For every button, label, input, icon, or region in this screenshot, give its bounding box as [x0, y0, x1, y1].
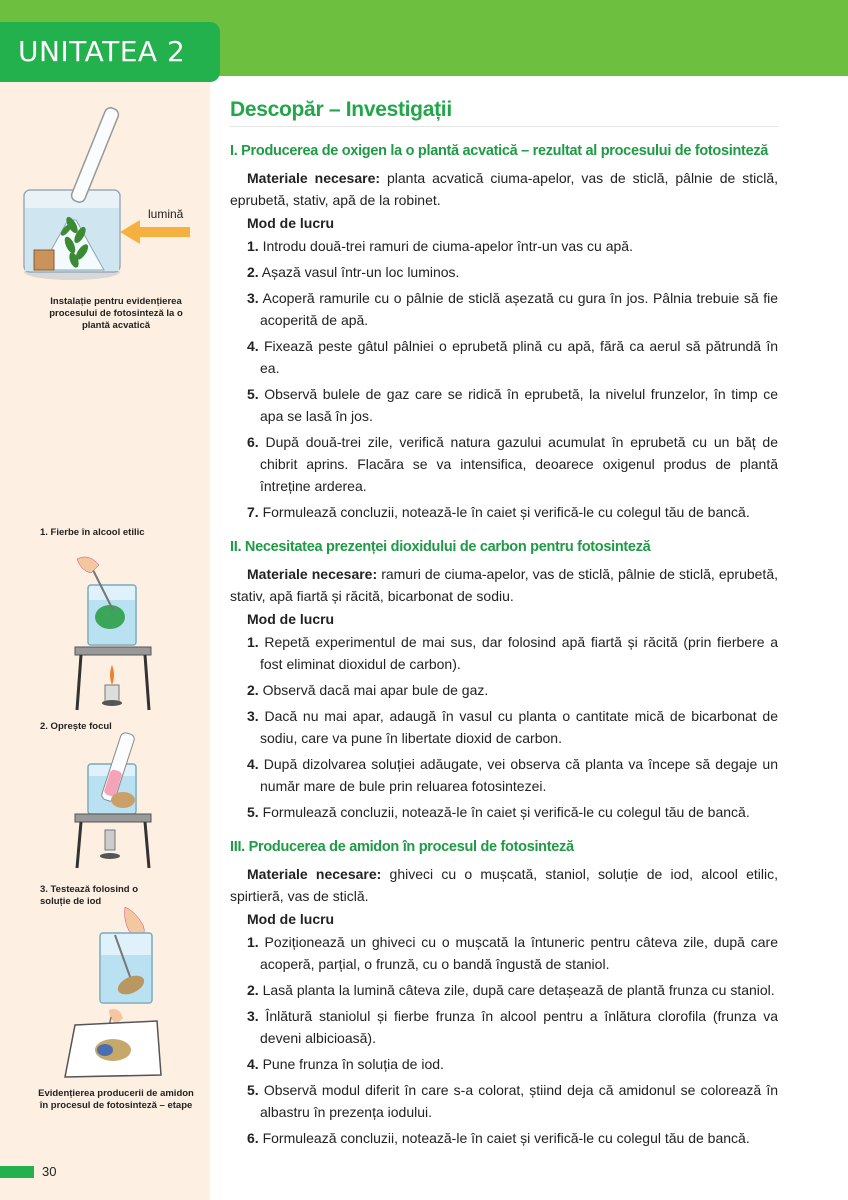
- list-item: [247, 1005, 778, 1049]
- page-number: 30: [42, 1164, 57, 1179]
- step-text: Fixează peste gâtul pâlniei o eprubetă plină cu apă, fără ca aerul să pătrundă în ea.: [258, 338, 778, 376]
- list-item: [247, 705, 778, 749]
- figure-caption-apparatus: Instalație pentru evidențierea procesului de fotosinteză la o plantă acvatică: [49, 296, 183, 331]
- step-text: După dizolvarea soluției adăugate, vei observa că planta va începe să degaje un număr mare de bule prin reluarea fotosintezei.: [258, 756, 778, 794]
- part3-steps: [230, 931, 778, 1149]
- step-text: Pune frunza în soluția de iod.: [258, 1056, 444, 1072]
- part2-title: II. Necesitatea prezenței dioxidului de carbon pentru fotosinteză: [230, 539, 651, 555]
- list-item: [247, 383, 778, 427]
- step-text: Introdu două-trei ramuri de ciuma-apelor într-un vas cu apă.: [258, 238, 633, 254]
- boil-in-alcohol-illustration: [55, 545, 165, 715]
- step-number: 3.: [247, 1008, 259, 1024]
- materials-text: ramuri de ciuma-apelor, vas de sticlă, pâlnie de sticlă, eprubetă, stativ, apă fiartă și răcită, bicarbonat de sodiu.: [230, 566, 778, 604]
- stop-fire-illustration: [55, 730, 165, 870]
- list-item: [247, 287, 778, 331]
- list-item: [247, 801, 778, 823]
- step-number: 6.: [247, 1130, 259, 1146]
- step-number: 1.: [247, 934, 259, 950]
- step1-caption: 1. Fierbe în alcool etilic: [40, 527, 145, 538]
- step-number: 4.: [247, 1056, 259, 1072]
- step-number: 4.: [247, 756, 259, 772]
- step-text: Înlătură staniolul și fierbe frunza în alcool pentru a înlătura clorofila (frunza va deveni albicioasă).: [258, 1008, 778, 1046]
- list-item: [247, 1127, 778, 1149]
- step-text: Așază vasul într-un loc luminos.: [258, 264, 460, 280]
- step-text: Formulează concluzii, notează-le în caiet și verifică-le cu colegul tău de bancă.: [258, 804, 750, 820]
- list-item: [247, 753, 778, 797]
- step-number: 5.: [247, 1082, 259, 1098]
- materials-text: planta acvatică ciuma-apelor, vas de sticlă, pâlnie de sticlă, eprubetă, stativ, apă de la robinet.: [230, 170, 778, 208]
- part3-mod-label: Mod de lucru: [247, 911, 335, 927]
- step-number: 1.: [247, 634, 259, 650]
- part3-title: III. Producerea de amidon în procesul de fotosinteză: [230, 839, 574, 855]
- figure-caption-starch: Evidențierea producerii de amidon în procesul de fotosinteză – etape: [38, 1088, 194, 1111]
- step-text: Formulează concluzii, notează-le în caiet și verifică-le cu colegul tău de bancă.: [258, 504, 750, 520]
- step-number: 3.: [247, 708, 259, 724]
- light-label: lumină: [148, 207, 184, 221]
- list-item: [247, 1079, 778, 1123]
- step-number: 1.: [247, 238, 259, 254]
- step-text: Dacă nu mai apar, adaugă în vasul cu planta o cantitate mică de bicarbonat de sodiu, care va pune în libertate dioxid de carbon.: [258, 708, 778, 746]
- list-item: [247, 631, 778, 675]
- step-number: 3.: [247, 290, 259, 306]
- step-text: Repetă experimentul de mai sus, dar folosind apă fiartă și răcită (prin fierbere a fost eliminat dioxidul de carbon).: [258, 634, 778, 672]
- step-number: 5.: [247, 804, 259, 820]
- list-item: [247, 431, 778, 497]
- step-number: 6.: [247, 434, 259, 450]
- step-text: Lasă planta la lumină câteva zile, după care detașează de plantă frunza cu staniol.: [258, 982, 775, 998]
- list-item: [247, 979, 778, 1001]
- part2-materials: [230, 563, 778, 607]
- step-text: Acoperă ramurile cu o pâlnie de sticlă așezată cu gura în jos. Pâlnia trebuie să fie acoperită de apă.: [258, 290, 778, 328]
- part1-steps: [230, 235, 778, 523]
- list-item: [247, 679, 778, 701]
- materials-label: Materiale necesare:: [247, 170, 381, 186]
- step-text: Observă modul diferit în care s-a colorat, știind deja că amidonul se colorează în albastru în prezența iodului.: [258, 1082, 778, 1120]
- step-number: 2.: [247, 982, 259, 998]
- part2-steps: [230, 631, 778, 823]
- list-item: [247, 501, 778, 523]
- list-item: [247, 1053, 778, 1075]
- part2-mod-label: Mod de lucru: [247, 611, 335, 627]
- main-content: [230, 98, 778, 1153]
- list-item: [247, 335, 778, 379]
- step-text: După două-trei zile, verifică natura gazului acumulat în eprubetă cu un băț de chibrit aprins. Flacăra se va intensifica, deoarece oxigenul produs de plantă întreține arderea.: [258, 434, 778, 494]
- list-item: [247, 261, 778, 283]
- step-text: Observă bulele de gaz care se ridică în eprubetă, la nivelul frunzelor, în timp ce apa se lasă în jos.: [258, 386, 778, 424]
- part1-materials: [230, 167, 778, 211]
- iodine-test-illustration: [55, 905, 175, 1080]
- step-number: 7.: [247, 504, 259, 520]
- oxygen-apparatus-illustration: [10, 100, 210, 285]
- step2-caption: 2. Oprește focul: [40, 721, 112, 732]
- step-number: 5.: [247, 386, 259, 402]
- step-text: Poziționează un ghiveci cu o mușcată la întuneric pentru câteva zile, după care acoperă, parțial, o frunză, cu o bandă îngustă de staniol.: [258, 934, 778, 972]
- materials-text: ghiveci cu o mușcată, staniol, soluție de iod, alcool etilic, spirtieră, vas de sticlă.: [230, 866, 779, 904]
- step-number: 2.: [247, 264, 259, 280]
- step3-caption: 3. Testează folosind o soluție de iod: [40, 884, 139, 907]
- materials-label: Materiale necesare:: [247, 866, 382, 882]
- page-number-bar: [0, 1166, 34, 1178]
- materials-label: Materiale necesare:: [247, 566, 378, 582]
- list-item: [247, 235, 778, 257]
- step-number: 2.: [247, 682, 259, 698]
- unit-title: UNITATEA 2: [0, 22, 220, 82]
- step-text: Observă dacă mai apar bule de gaz.: [258, 682, 489, 698]
- step-text: Formulează concluzii, notează-le în caiet și verifică-le cu colegul tău de bancă.: [258, 1130, 750, 1146]
- part1-title: I. Producerea de oxigen la o plantă acvatică – rezultat al procesului de fotosinteză: [230, 143, 769, 159]
- part3-materials: [230, 863, 778, 907]
- list-item: [247, 931, 778, 975]
- section-title: Descopăr – Investigații: [230, 98, 778, 127]
- step-number: 4.: [247, 338, 259, 354]
- part1-mod-label: Mod de lucru: [247, 215, 335, 231]
